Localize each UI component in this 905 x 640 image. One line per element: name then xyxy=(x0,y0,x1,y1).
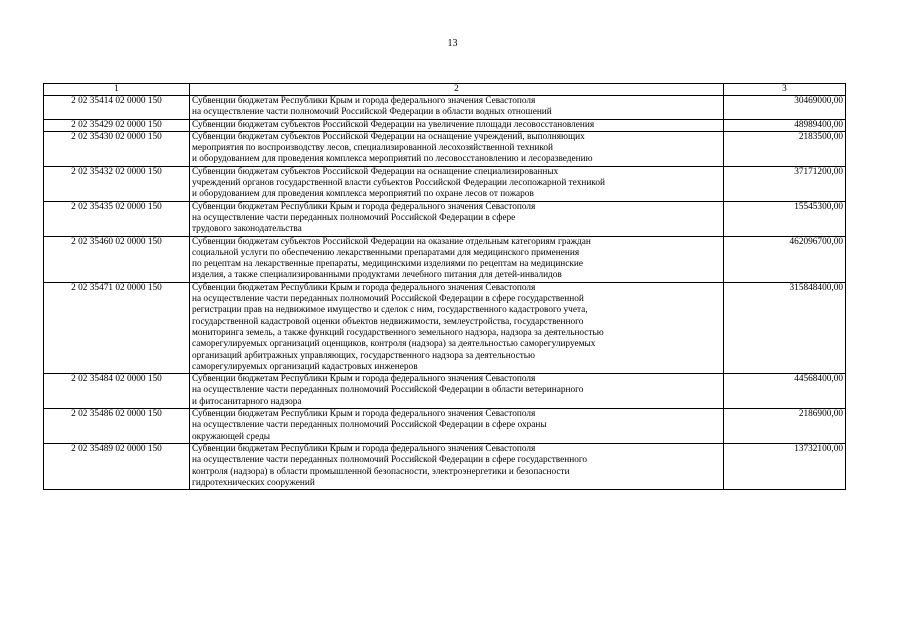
revenue-name-line: трудового законодательства xyxy=(192,224,302,235)
table-row xyxy=(44,282,846,373)
table-row xyxy=(44,96,846,120)
budget-code-cell: 2 02 35435 02 0000 150 xyxy=(44,201,190,236)
revenue-name-cell xyxy=(190,236,724,282)
table-row xyxy=(44,374,846,409)
revenue-name-line: регистрации прав на недвижимое имущество и сделок с ним, государственного кадастрового учета, xyxy=(192,305,588,316)
budget-code-cell: 2 02 35414 02 0000 150 xyxy=(44,96,190,120)
column-header-code: 1 xyxy=(44,84,190,96)
table-row xyxy=(44,201,846,236)
revenue-name-line: гидротехнических сооружений xyxy=(192,477,315,488)
amount-cell: 315848400,00 xyxy=(724,282,846,373)
page-number: 13 xyxy=(447,38,458,49)
revenue-name-line: на осуществление части переданных полномочий Российской Федерации в сфере охраны xyxy=(192,420,547,431)
table-row xyxy=(44,166,846,201)
revenue-name-line: саморегулируемых организаций кадастровых инженеров xyxy=(192,361,418,372)
revenue-name-line: Субвенции бюджетам субъектов Российской Федерации на оснащение учреждений, выполняющих xyxy=(192,131,585,142)
table-row xyxy=(44,119,846,131)
revenue-name-line: Субвенции бюджетам субъектов Российской Федерации на увеличение площади лесовосстановления xyxy=(192,119,595,130)
revenue-name-line: Субвенции бюджетам Республики Крым и города федерального значения Севастополя xyxy=(192,409,536,420)
revenue-name-line: изделия, а также специализированными продуктами лечебного питания для детей-инвалидов xyxy=(192,270,562,281)
revenue-name-line: Субвенции бюджетам субъектов Российской Федерации на оказание отдельным категориям граждан xyxy=(192,236,591,247)
revenue-name-line: по рецептам на лекарственные препараты, медицинскими изделиями по рецептам на медицинские xyxy=(192,259,584,270)
revenue-name-line: контроля (надзора) в области промышленной безопасности, электроэнергетики и безопасности xyxy=(192,466,570,477)
amount-cell: 2186900,00 xyxy=(724,409,846,444)
revenue-name-cell xyxy=(190,443,724,489)
revenue-name-line: на осуществление части переданных полномочий Российской Федерации в сфере xyxy=(192,212,516,223)
revenue-name-line: Субвенции бюджетам Республики Крым и города федерального значения Севастополя xyxy=(192,443,536,454)
revenue-name-cell xyxy=(190,409,724,444)
revenue-name-cell xyxy=(190,282,724,373)
table-row xyxy=(44,409,846,444)
revenue-name-line: мониторинга земель, а также функций государственного земельного надзора, надзора за деятельностью xyxy=(192,327,604,338)
revenue-name-cell xyxy=(190,96,724,120)
revenue-name-line: мероприятия по воспроизводству лесов, специализированной лесохозяйственной техникой xyxy=(192,143,554,154)
budget-code-cell: 2 02 35486 02 0000 150 xyxy=(44,409,190,444)
revenue-name-line: государственной кадастровой оценки объектов недвижимости, землеустройства, государственного xyxy=(192,316,584,327)
table-header-row xyxy=(44,84,846,96)
budget-code-cell: 2 02 35460 02 0000 150 xyxy=(44,236,190,282)
revenue-name-line: Субвенции бюджетам субъектов Российской Федерации на оснащение специализированных xyxy=(192,166,559,177)
revenue-name-line: на осуществление части переданных полномочий Российской Федерации в области ветеринарного xyxy=(192,385,584,396)
table-row xyxy=(44,131,846,166)
revenue-name-line: Субвенции бюджетам Республики Крым и города федерального значения Севастополя xyxy=(192,282,536,293)
revenue-name-cell xyxy=(190,201,724,236)
budget-code-cell: 2 02 35489 02 0000 150 xyxy=(44,443,190,489)
budget-table xyxy=(43,83,846,490)
revenue-name-line: учреждений органов государственной власти субъектов Российской Федерации лесопожарной техникой xyxy=(192,178,605,189)
revenue-name-line: организаций арбитражных управляющих, государственного надзора за деятельностью xyxy=(192,350,535,361)
revenue-name-line: и оборудованием для проведения комплекса мероприятий по лесовосстановлению и лесоразведению xyxy=(192,154,593,165)
amount-cell: 30469000,00 xyxy=(724,96,846,120)
revenue-name-line: Субвенции бюджетам Республики Крым и города федерального значения Севастополя xyxy=(192,201,536,212)
budget-code-cell: 2 02 35432 02 0000 150 xyxy=(44,166,190,201)
revenue-name-line: Субвенции бюджетам Республики Крым и города федерального значения Севастополя xyxy=(192,374,536,385)
revenue-name-line: окружающей среды xyxy=(192,431,271,442)
revenue-name-line: социальной услуги по обеспечению лекарственными препаратами для медицинского применения xyxy=(192,247,580,258)
amount-cell: 15545300,00 xyxy=(724,201,846,236)
revenue-name-cell xyxy=(190,166,724,201)
revenue-name-cell xyxy=(190,119,724,131)
revenue-name-line: на осуществление части переданных полномочий Российской Федерации в сфере государственной xyxy=(192,294,584,305)
revenue-name-line: на осуществление части переданных полномочий Российской Федерации в сфере государственного xyxy=(192,455,588,466)
amount-cell: 462096700,00 xyxy=(724,236,846,282)
amount-cell: 37171200,00 xyxy=(724,166,846,201)
amount-cell: 44568400,00 xyxy=(724,374,846,409)
column-header-name: 2 xyxy=(190,84,724,96)
table-body xyxy=(44,96,846,490)
table-row xyxy=(44,443,846,489)
budget-code-cell: 2 02 35484 02 0000 150 xyxy=(44,374,190,409)
budget-code-cell: 2 02 35430 02 0000 150 xyxy=(44,131,190,166)
revenue-name-line: Субвенции бюджетам Республики Крым и города федерального значения Севастополя xyxy=(192,96,536,106)
amount-cell: 13732100,00 xyxy=(724,443,846,489)
budget-code-cell: 2 02 35429 02 0000 150 xyxy=(44,119,190,131)
revenue-name-cell xyxy=(190,374,724,409)
budget-code-cell: 2 02 35471 02 0000 150 xyxy=(44,282,190,373)
revenue-name-line: и оборудованием для проведения комплекса мероприятий по охране лесов от пожаров xyxy=(192,189,534,200)
revenue-name-line: на осуществление части полномочий Российской Федерации в области водных отношений xyxy=(192,107,552,118)
column-header-amount: 3 xyxy=(724,84,846,96)
revenue-name-line: саморегулируемых организаций оценщиков, контроля (надзора) за деятельностью саморегулируемых xyxy=(192,339,596,350)
revenue-name-cell xyxy=(190,131,724,166)
table-row xyxy=(44,236,846,282)
amount-cell: 48989400,00 xyxy=(724,119,846,131)
revenue-name-line: и фитосанитарного надзора xyxy=(192,396,302,407)
amount-cell: 2183500,00 xyxy=(724,131,846,166)
